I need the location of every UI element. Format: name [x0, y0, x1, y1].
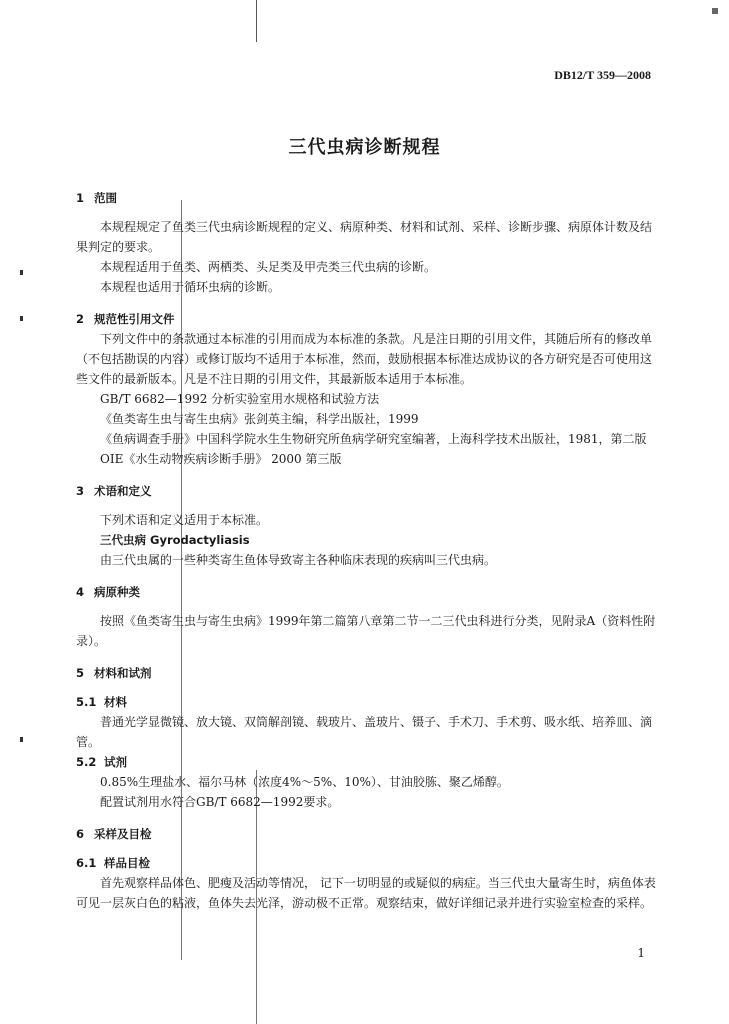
paragraph: 本规程也适用于循环虫病的诊断。: [100, 280, 281, 294]
subsection-heading: [76, 752, 661, 772]
scan-artifact-line-top: [256, 0, 257, 42]
reference-item: 《鱼类寄生虫与寄生虫病》张剑英主编，科学出版社，1999: [100, 412, 419, 426]
reference-item: GB/T 6682—1992 分析实验室用水规格和试验方法: [100, 392, 380, 406]
section-number: 1: [76, 191, 85, 205]
paragraph: 普通光学显微镜、放大镜、双筒解剖镜、载玻片、盖玻片、镊子、手术刀、手术剪、吸水纸、培养皿、滴管。: [76, 715, 653, 749]
section-number: 4: [76, 585, 85, 599]
page-number: 1: [637, 946, 645, 960]
subsection-title: 样品目检: [104, 856, 150, 870]
section-title: 范围: [94, 191, 117, 205]
section-title: 材料和试剂: [94, 666, 152, 680]
paragraph: 下列术语和定义适用于本标准。: [100, 513, 269, 527]
binding-hole-mark: [20, 316, 23, 321]
paragraph: 首先观察样品体色、肥瘦及活动等情况， 记下一切明显的或疑似的病症。当三代虫大量寄生时，病鱼体表可见一层灰白色的粘液，鱼体失去光泽，游动极不正常。观察结束，做好详细记录并进行实验室检查的采样。: [76, 876, 656, 910]
document-title: 三代虫病诊断规程: [288, 137, 441, 158]
section-number: 6: [76, 827, 85, 841]
subsection-number: 6.1: [76, 856, 97, 870]
subsection-title: 材料: [104, 695, 127, 709]
section-title: 采样及目检: [94, 827, 152, 841]
paragraph: 配置试剂用水符合GB/T 6682—1992要求。: [100, 795, 340, 809]
binding-hole-mark: [20, 270, 23, 275]
document-number: DB12/T 359—2008: [554, 68, 651, 82]
section-heading: [76, 481, 661, 501]
term-definition: 由三代虫属的一些种类寄生鱼体导致寄主各种临床表现的疾病叫三代虫病。: [100, 553, 497, 567]
reference-item: OIE《水生动物疾病诊断手册》 2000 第三版: [100, 452, 342, 466]
term-entry: 三代虫病 Gyrodactyliasis: [100, 533, 250, 547]
scan-artifact-corner: [712, 8, 718, 14]
subsection-heading: [76, 692, 661, 712]
section-number: 2: [76, 312, 85, 326]
subsection-number: 5.1: [76, 695, 97, 709]
section-number: 3: [76, 484, 85, 498]
section-heading: [76, 309, 661, 329]
paragraph: 按照《鱼类寄生虫与寄生虫病》1999年第二篇第八章第二节一二三代虫科进行分类，见附录A（资料性附录）。: [76, 614, 656, 648]
paragraph: 本规程规定了鱼类三代虫病诊断规程的定义、病原种类、材料和试剂、采样、诊断步骤、病原体计数及结果判定的要求。: [76, 220, 653, 254]
section-title: 规范性引用文件: [94, 312, 175, 326]
section-heading: [76, 582, 661, 602]
document-body: [76, 188, 661, 913]
subsection-title: 试剂: [104, 755, 127, 769]
paragraph: 本规程适用于鱼类、两栖类、头足类及甲壳类三代虫病的诊断。: [100, 260, 437, 274]
binding-hole-mark: [20, 737, 23, 742]
section-heading: [76, 188, 661, 208]
subsection-number: 5.2: [76, 755, 97, 769]
section-title: 病原种类: [94, 585, 140, 599]
section-title: 术语和定义: [94, 484, 152, 498]
section-heading: [76, 663, 661, 683]
paragraph: 下列文件中的条款通过本标准的引用而成为本标准的条款。凡是注日期的引用文件，其随后所有的修改单（不包括勘误的内容）或修订版均不适用于本标准，然而，鼓励根据本标准达成协议的各方研究是否可使用这些文件的最新版本。凡是不注日期的引用文件，其最新版本适用于本标准。: [76, 332, 653, 386]
reference-item: 《鱼病调查手册》中国科学院水生生物研究所鱼病学研究室编著，上海科学技术出版社，1981，第二版: [100, 432, 647, 446]
subsection-heading: [76, 853, 661, 873]
paragraph: 0.85%生理盐水、福尔马林（浓度4%～5%、10%）、甘油胶胨、聚乙烯醇。: [100, 775, 509, 789]
section-heading: [76, 824, 661, 844]
section-number: 5: [76, 666, 85, 680]
